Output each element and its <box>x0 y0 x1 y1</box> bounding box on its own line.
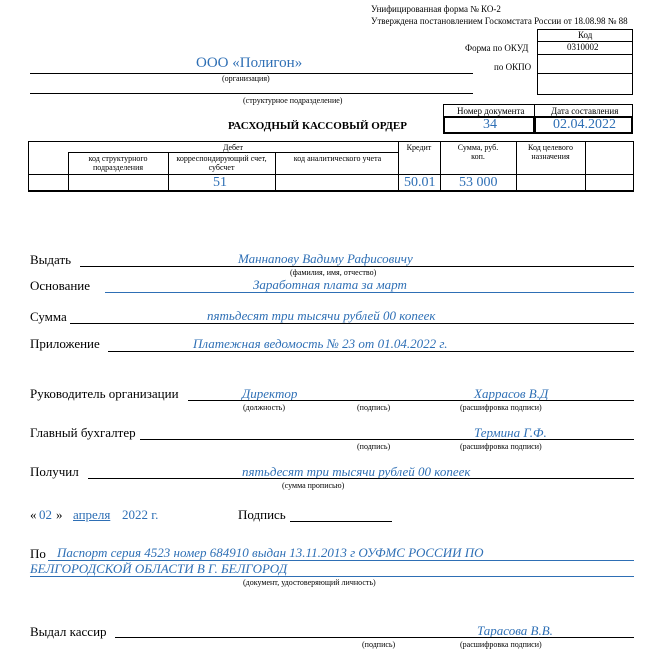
attachment-line <box>108 351 634 352</box>
okud-code: 0310002 <box>567 42 599 52</box>
table-header-bottom <box>28 174 634 175</box>
quote-open: « <box>30 507 37 522</box>
issue-caption: (фамилия, имя, отчество) <box>290 268 377 277</box>
form-name: Унифицированная форма № КО-2 <box>371 4 501 14</box>
table-debit-divider <box>68 152 398 153</box>
cashier-decode-caption: (расшифровка подписи) <box>460 640 542 649</box>
header-sum: Сумма, руб. коп. <box>457 143 499 161</box>
organization-caption: (организация) <box>222 74 270 83</box>
vline-3 <box>275 152 276 191</box>
cashier-line <box>115 637 634 638</box>
basis-line <box>105 292 634 293</box>
quote-close: » <box>56 507 63 522</box>
header-debit: Дебет <box>222 143 244 152</box>
passport-line-2-rule <box>30 576 634 577</box>
vline-1 <box>68 152 69 191</box>
document-number: 34 <box>483 117 497 132</box>
form-approval: Утверждена постановлением Госкомстата России от 18.08.98 № 88 <box>371 16 628 26</box>
vline-5 <box>440 141 441 191</box>
accountant-label: Главный бухгалтер <box>30 425 136 440</box>
sum-label: Сумма <box>30 309 67 324</box>
basis-value: Заработная плата за март <box>253 277 407 292</box>
signature-label: Подпись <box>238 507 286 522</box>
basis-label: Основание <box>30 278 91 293</box>
year-value: 2022 г. <box>122 507 159 522</box>
code-label: Код <box>578 30 593 40</box>
sum-words: пятьдесят три тысячи рублей 00 копеек <box>207 308 436 323</box>
signature-line <box>290 521 392 522</box>
by-label: По <box>30 546 46 561</box>
corr-account-value: 51 <box>213 175 227 190</box>
attachment-value: Платежная ведомость № 23 от 01.04.2022 г. <box>193 336 448 351</box>
issue-value: Маннапову Вадиму Рафисовичу <box>238 251 413 266</box>
issue-line <box>80 266 634 267</box>
document-title: РАСХОДНЫЙ КАССОВЫЙ ОРДЕР <box>228 120 407 132</box>
received-label: Получил <box>30 464 79 479</box>
accountant-name: Термина Г.Ф. <box>474 425 547 440</box>
organization-name: ООО «Полигон» <box>196 55 303 71</box>
sum-line <box>70 323 634 324</box>
extra-code-cell <box>537 73 633 95</box>
okud-label: Форма по ОКУД <box>465 43 529 53</box>
accountant-sign-caption: (подпись) <box>357 442 391 451</box>
header-credit: Кредит <box>406 143 432 152</box>
header-analytic-code: код аналитического учета <box>293 154 382 163</box>
okpo-cell <box>537 54 633 74</box>
received-caption: (сумма прописью) <box>282 481 345 490</box>
cashier-label: Выдал кассир <box>30 624 107 639</box>
passport-line-2: БЕЛГОРОДСКОЙ ОБЛАСТИ В Г. БЕЛГОРОД <box>30 561 288 576</box>
attachment-label: Приложение <box>30 336 100 351</box>
passport-line-1: Паспорт серия 4523 номер 684910 выдан 13.11.2013 г ОУФМС РОССИИ ПО <box>57 545 484 560</box>
received-line <box>88 478 634 479</box>
okpo-label: по ОКПО <box>494 62 532 72</box>
date-label: Дата составления <box>551 106 619 116</box>
number-label: Номер документа <box>457 106 525 116</box>
head-decode-caption: (расшифровка подписи) <box>460 403 542 412</box>
cashier-name: Тарасова В.В. <box>477 623 553 638</box>
head-label: Руководитель организации <box>30 386 179 401</box>
table-bottom-thick <box>28 190 634 192</box>
vline-2 <box>168 152 169 191</box>
document-caption: (документ, удостоверяющий личность) <box>243 578 376 587</box>
header-corr-account: корреспондирующий счет, субсчет <box>176 154 267 172</box>
issue-label: Выдать <box>30 252 72 267</box>
received-value: пятьдесят три тысячи рублей 00 копеек <box>242 464 471 479</box>
head-line <box>188 400 634 401</box>
header-division-code: код структурного подразделения <box>88 154 148 172</box>
vline-6 <box>516 141 517 191</box>
document-date: 02.04.2022 <box>553 117 616 132</box>
cashier-sign-caption: (подпись) <box>362 640 396 649</box>
head-position: Директор <box>242 386 298 401</box>
month-value: апреля <box>73 507 111 522</box>
division-caption: (структурное подразделение) <box>243 96 343 105</box>
accountant-line <box>140 439 634 440</box>
head-sign-caption: (подпись) <box>357 403 391 412</box>
header-purpose-code: Код целевого назначения <box>528 143 573 161</box>
head-position-caption: (должность) <box>243 403 285 412</box>
division-line <box>30 93 473 94</box>
head-name: Харрасов В.Д <box>474 386 549 401</box>
accountant-decode-caption: (расшифровка подписи) <box>460 442 542 451</box>
vline-7 <box>585 141 586 191</box>
credit-value: 50.01 <box>404 175 436 190</box>
day-value: 02 <box>39 507 52 522</box>
sum-value: 53 000 <box>459 175 498 190</box>
